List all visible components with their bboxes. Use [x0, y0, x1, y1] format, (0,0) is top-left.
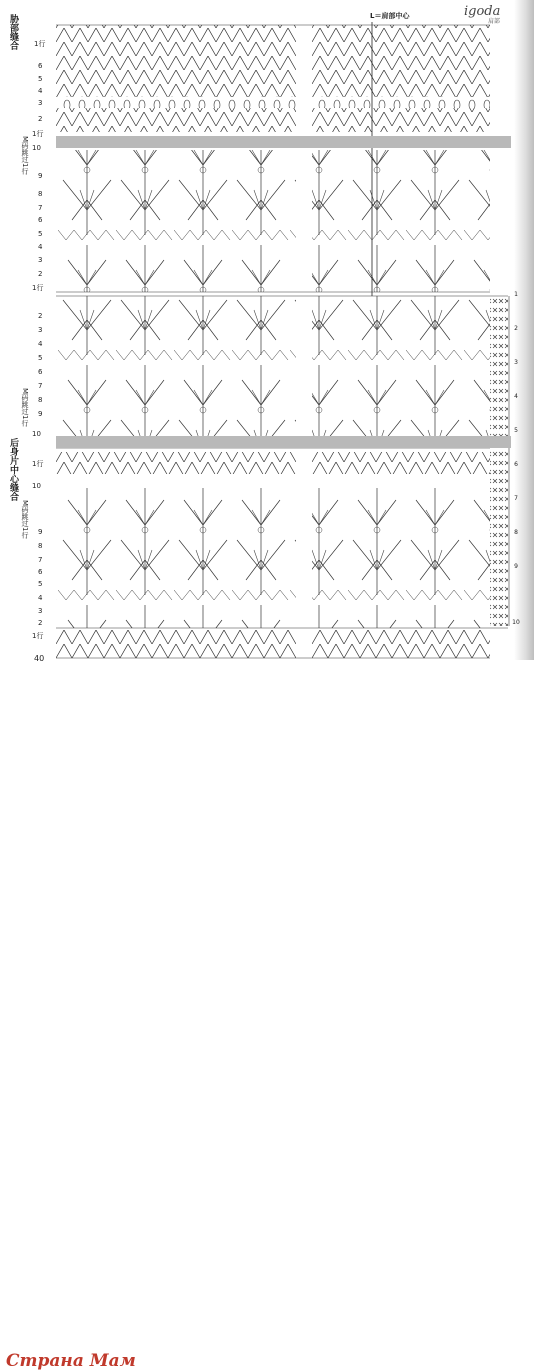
row-label: 6	[38, 368, 43, 376]
edge-row-number: 3	[514, 359, 518, 366]
row-label: 10	[32, 482, 41, 490]
mesh-section-top-right	[312, 25, 490, 97]
row-label: 7	[38, 204, 43, 212]
puff-row-right	[312, 96, 490, 108]
row-label: 6	[38, 62, 43, 70]
edge-row-number: 7	[514, 495, 518, 502]
brand-subtitle: 肩部	[488, 18, 501, 25]
row-label: 1行	[32, 460, 44, 468]
lace-block-lower-right	[312, 488, 490, 628]
mesh-band-lower-left	[56, 452, 296, 474]
mesh-band-left	[56, 108, 296, 132]
row-label: 5	[38, 75, 43, 83]
row-label: 1行	[32, 632, 44, 640]
mesh-base-left	[56, 630, 296, 658]
row-label: 3	[38, 326, 43, 334]
row-label: 5	[38, 230, 43, 238]
edge-row-number: 9	[514, 563, 518, 570]
row-label: 8	[38, 190, 43, 198]
edge-row-number: 1	[514, 291, 518, 298]
row-label: 9	[38, 172, 43, 180]
gray-band-lower	[56, 436, 511, 448]
skip-note-upper: M码跳过1行	[21, 136, 29, 175]
row-label: 2	[38, 115, 43, 123]
row-label: 1行	[32, 284, 44, 292]
skip-note-middle: M码跳过1行	[21, 388, 29, 427]
row-label: 4	[38, 594, 43, 602]
lace-block-upper-right	[312, 150, 490, 292]
row-label: 2	[38, 619, 43, 627]
page-number: 40	[34, 654, 45, 663]
row-label: 9	[38, 528, 43, 536]
row-label: 1行	[34, 40, 46, 48]
row-label: 3	[38, 99, 43, 107]
row-label: 6	[38, 216, 43, 224]
mesh-section-top-left	[56, 25, 296, 97]
side-seam-label: 胁部缝合	[8, 14, 18, 50]
edging-column	[490, 296, 508, 626]
row-label: 4	[38, 87, 43, 95]
lace-block-lower-left	[56, 488, 296, 628]
row-label: 2	[38, 270, 43, 278]
row-label: 2	[38, 312, 43, 320]
row-label: 7	[38, 556, 43, 564]
brand-logo-text: igoda	[464, 4, 501, 19]
gray-band-upper	[56, 136, 511, 148]
lace-block-middle-right	[312, 296, 490, 436]
row-label: 9	[38, 410, 43, 418]
shoulder-center-label: L＝肩部中心	[370, 12, 410, 20]
row-label: 3	[38, 256, 43, 264]
puff-row-left	[56, 96, 296, 108]
row-label: 5	[38, 580, 43, 588]
edge-row-number: 5	[514, 427, 518, 434]
edge-row-number: 6	[514, 461, 518, 468]
lace-block-middle-left	[56, 296, 296, 436]
lace-block-upper-left	[56, 150, 296, 292]
footer-strip	[0, 675, 534, 1371]
watermark-logo: Страна Мам	[6, 1351, 136, 1371]
row-label: 1行	[32, 130, 44, 138]
edge-row-number: 8	[514, 529, 518, 536]
edge-row-number: 10	[512, 619, 520, 626]
row-label: 4	[38, 243, 43, 251]
row-label: 8	[38, 396, 43, 404]
row-label: 3	[38, 607, 43, 615]
row-label: 7	[38, 382, 43, 390]
row-label: 5	[38, 354, 43, 362]
row-label: 6	[38, 568, 43, 576]
row-label: 10	[32, 144, 41, 152]
edge-row-number: 2	[514, 325, 518, 332]
mesh-band-right	[312, 108, 490, 132]
row-label: 4	[38, 340, 43, 348]
row-label: 8	[38, 542, 43, 550]
edge-row-number: 4	[514, 393, 518, 400]
skip-note-lower: M码跳过1行	[21, 500, 29, 539]
row-label: 10	[32, 430, 41, 438]
mesh-base-right	[312, 630, 490, 658]
back-center-seam-label: 后身片中心缝合	[8, 438, 18, 501]
mesh-band-lower-right	[312, 452, 490, 474]
